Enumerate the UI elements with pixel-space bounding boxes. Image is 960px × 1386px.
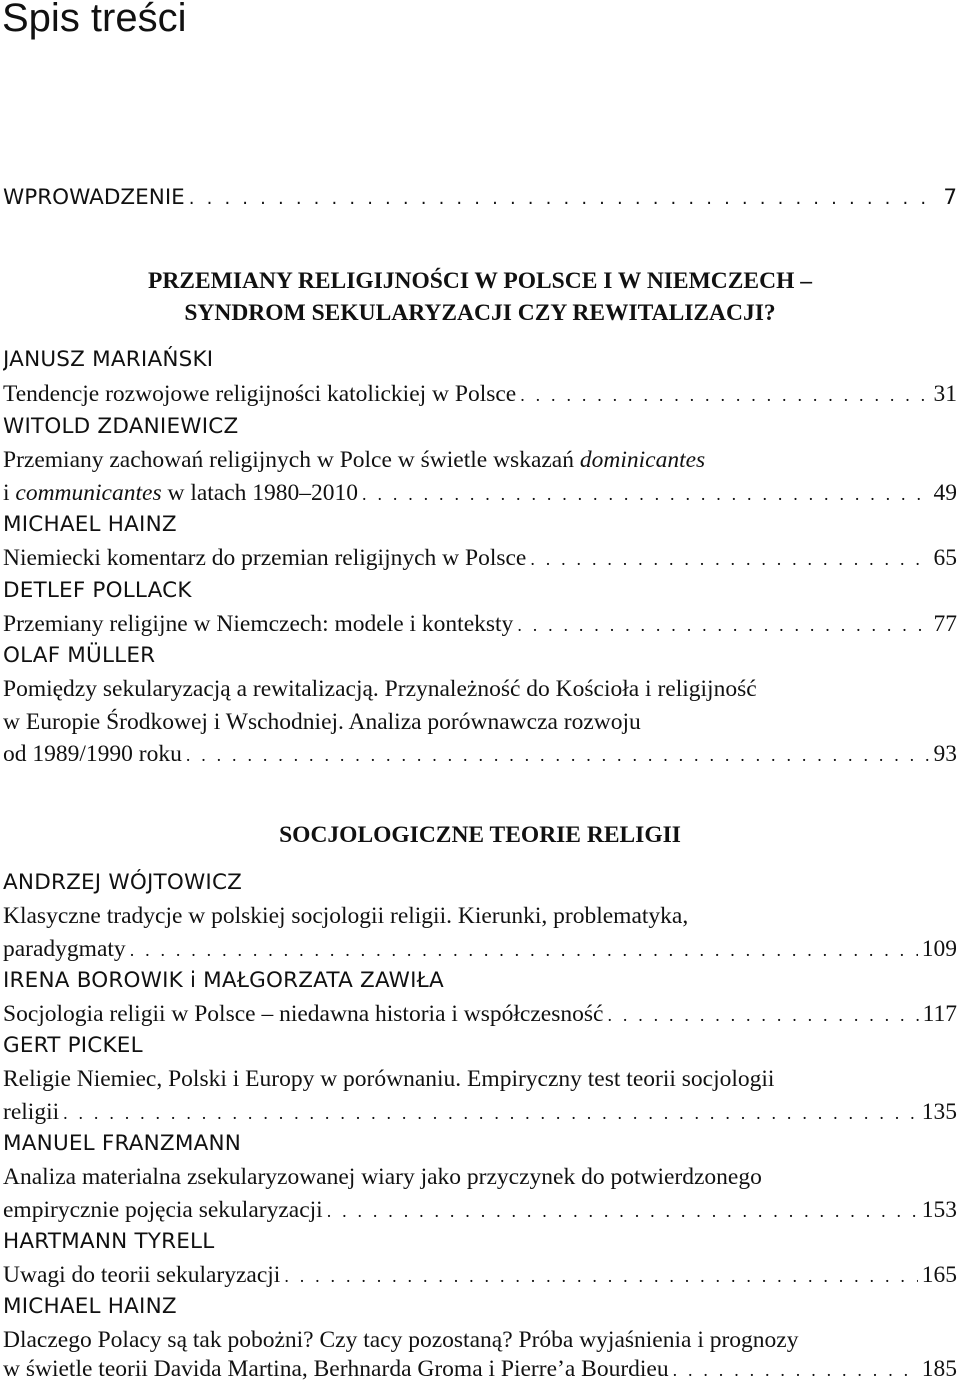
dot-leader [673, 1353, 918, 1386]
entry-title-line [3, 443, 957, 477]
entry-author: MICHAEL HAINZ [3, 512, 177, 537]
page-number: 165 [921, 1262, 957, 1288]
entry-title-line: Dlaczego Polacy są tak pobożni? Czy tacy pozostaną? Próba wyjaśnienia i prognozy [3, 1327, 799, 1353]
dot-leader [327, 1194, 918, 1227]
dot-leader [530, 542, 929, 575]
toc-entry[interactable] [3, 476, 957, 510]
entry-title-italic: dominicantes [579, 447, 706, 473]
entry-title [3, 476, 358, 510]
entry-title: Przemiany religijne w Niemczech: modele i konteksty [3, 611, 514, 637]
page-number: 65 [933, 545, 957, 571]
toc-entry[interactable] [3, 377, 957, 411]
toc-entry[interactable] [3, 1352, 957, 1386]
toc-entry[interactable] [3, 997, 957, 1031]
dot-leader [520, 378, 929, 411]
entry-author: DETLEF POLLACK [3, 578, 192, 603]
entry-author: MICHAEL HAINZ [3, 1294, 177, 1319]
page-number: 135 [921, 1099, 957, 1125]
toc-entry[interactable] [3, 1193, 957, 1227]
entry-title-line: Pomiędzy sekularyzacją a rewitalizacją. Przynależność do Kościoła i religijność [3, 676, 757, 702]
entry-title-line: Klasyczne tradycje w polskiej socjologii religii. Kierunki, problematyka, [3, 903, 689, 929]
toc-entry[interactable] [3, 737, 957, 771]
entry-title: od 1989/1990 roku [3, 741, 182, 767]
section-heading-1-line-2: SYNDROM SEKULARYZACJI CZY REWITALIZACJI? [184, 300, 776, 326]
entry-title: Niemiecki komentarz do przemian religijnych w Polsce [3, 545, 527, 571]
entry-author: OLAF MÜLLER [3, 643, 156, 668]
dot-leader [517, 608, 929, 641]
entry-title: Uwagi do teorii sekularyzacji [3, 1262, 281, 1288]
toc-entry-introduction[interactable] [3, 181, 957, 215]
dot-leader [284, 1259, 917, 1292]
entry-author: HARTMANN TYRELL [3, 1229, 215, 1254]
dot-leader [63, 1096, 918, 1129]
page-number: 31 [933, 381, 957, 407]
entry-author: ANDRZEJ WÓJTOWICZ [3, 870, 243, 895]
entry-title: religii [3, 1099, 60, 1125]
entry-title: Tendencje rozwojowe religijności katolickiej w Polsce [3, 381, 517, 407]
entry-title: WPROWADZENIE [3, 185, 185, 210]
dot-leader [607, 998, 918, 1031]
page-number: 93 [933, 741, 957, 767]
entry-author: GERT PICKEL [3, 1033, 143, 1058]
page-number: 185 [921, 1356, 957, 1382]
entry-author: MANUEL FRANZMANN [3, 1131, 242, 1156]
dot-leader [362, 477, 929, 510]
dot-leader [130, 933, 918, 966]
entry-title-line: Analiza materialna zsekularyzowanej wiary jako przyczynek do potwierdzonego [3, 1164, 762, 1190]
page-number: 49 [933, 480, 957, 506]
toc-entry[interactable] [3, 607, 957, 641]
toc-entry[interactable] [3, 1258, 957, 1292]
toc-entry[interactable] [3, 1095, 957, 1129]
page-number: 77 [933, 611, 957, 637]
entry-author: WITOLD ZDANIEWICZ [3, 414, 239, 439]
entry-title-text: i [3, 480, 16, 506]
entry-title: Socjologia religii w Polsce – niedawna historia i współczesność [3, 1001, 604, 1027]
entry-title-italic: communicantes [15, 480, 162, 506]
page-number: 153 [921, 1197, 957, 1223]
entry-title: w świetle teorii Davida Martina, Berhnarda Groma i Pierre’a Bourdieu [3, 1356, 669, 1382]
toc-entry[interactable] [3, 541, 957, 575]
section-heading-1-line-1: PRZEMIANY RELIGIJNOŚCI W POLSCE I W NIEMCZECH – [147, 268, 812, 294]
entry-title: paradygmaty [3, 936, 126, 962]
entry-title-text: Przemiany zachowań religijnych w Polce w świetle wskazań [3, 447, 580, 473]
page-title: Spis treści [2, 0, 187, 40]
entry-author: IRENA BOROWIK i MAŁGORZATA ZAWIŁA [3, 968, 444, 993]
page-number: 117 [922, 1001, 957, 1027]
dot-leader [186, 738, 930, 771]
entry-title: empirycznie pojęcia sekularyzacji [3, 1197, 323, 1223]
entry-title-line: Religie Niemiec, Polski i Europy w porównaniu. Empiryczny test teorii socjologii [3, 1066, 775, 1092]
page-number: 7 [943, 185, 957, 210]
entry-title-text: w latach 1980–2010 [161, 480, 359, 506]
entry-title-line: w Europie Środkowej i Wschodniej. Analiza porównawcza rozwoju [3, 709, 641, 735]
dot-leader [189, 182, 940, 215]
page-number: 109 [921, 936, 957, 962]
section-heading-2: SOCJOLOGICZNE TEORIE RELIGII [279, 822, 681, 848]
entry-author: JANUSZ MARIAŃSKI [3, 347, 214, 372]
toc-entry[interactable] [3, 932, 957, 966]
